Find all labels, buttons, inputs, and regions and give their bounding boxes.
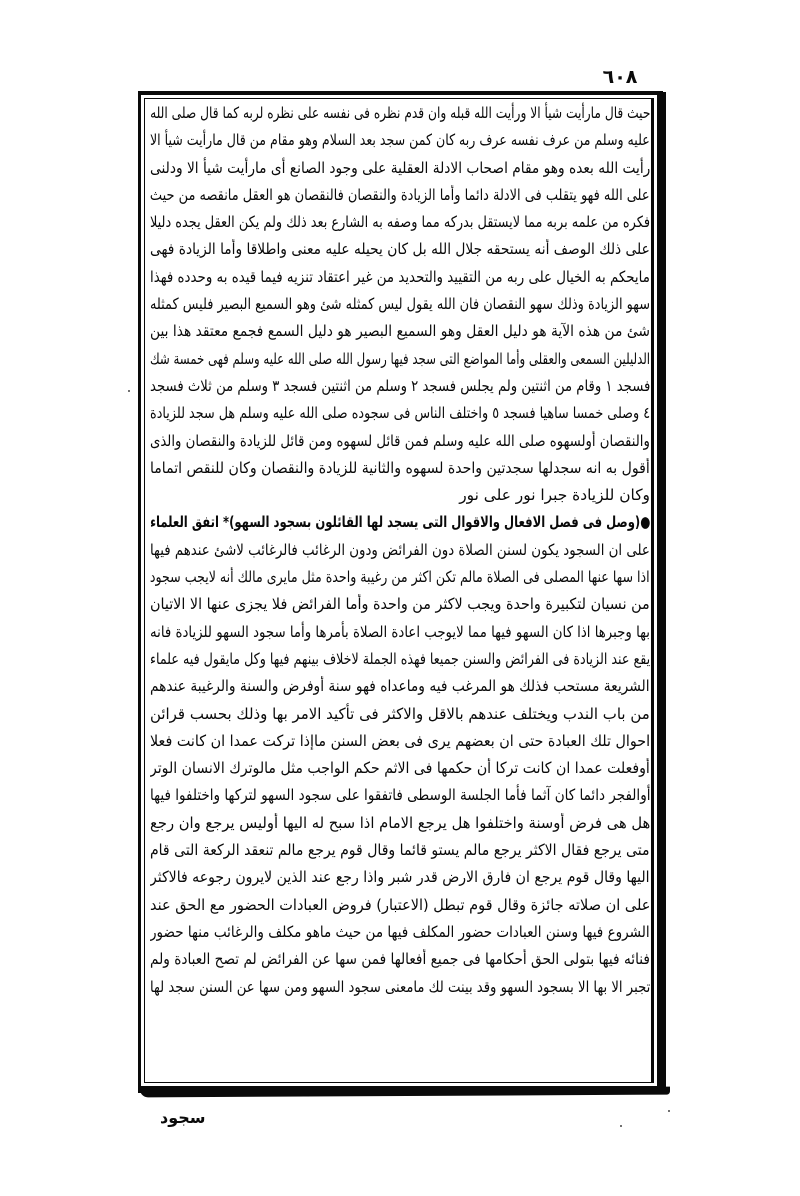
text-line: هل هى فرض أوسنة واختلفوا هل يرجع الامام اذا سبح له اليها أوليس يرجع وان رجع xyxy=(150,813,650,832)
text-line: عليه وسلم من عرف نفسه عرف ربه كان كمن سجد بعد السلام وهو مقام من قال مارأيت شيأ الا xyxy=(150,131,650,150)
text-line: والنقصان أولسهوه صلى الله عليه وسلم فمن قائل لسهوه ومن قائل للزيادة والنقصان والذى xyxy=(150,431,650,450)
text-line: من باب الندب ويختلف عندهم بالاقل والاكثر فى تأكيد الامر بها وذلك بحسب قرائن xyxy=(150,704,650,723)
text-line: فسجد ١ وقام من اثنتين ولم يجلس فسجد ٢ وسلم من اثنتين فسجد ٣ وسلم من ثلاث فسجد xyxy=(150,376,650,395)
text-line: مايحكم به الخيال على ربه من التقييد والتحديد من غير اعتقاد تنزيه فيما قيده به وحدده فهذا xyxy=(150,267,650,286)
text-line: أوفعلت عمدا ان كانت تركا أن حكمها فى الاثم حكم الواجب مثل مالوترك الانسان الوتر xyxy=(150,759,650,778)
body-text xyxy=(150,100,650,1085)
text-line: فنائه فيها بتولى الحق أحكامها فى جميع أفعالها فمن سها عن الفرائض لم تصح العبادة ولم xyxy=(150,950,650,969)
text-line: ٤ وصلى خمسا ساهيا فسجد ٥ واختلف الناس فى سجوده صلى الله عليه وسلم هل سجد للزيادة xyxy=(150,404,650,423)
text-line: رأيت الله بعده وهو مقام اصحاب الادلة العقلية على وجود الصانع أى مارأيت شيأ الا ودلنى xyxy=(150,158,650,177)
text-line: حيث قال مارأيت شيأ الا ورأيت الله قبله وان قدم نظره فى نفسه على نظره لربه كما قال صلى الله xyxy=(150,104,650,122)
text-line: الشريعة مستحب فذلك هو المرغب فيه وماعداه فهو سنة أوفرض والسنة والرغيبة عندهم xyxy=(150,677,650,696)
text-line: اذا سها عنها المصلى فى الصلاة مالم تكن اكثر من رغيبة واحدة مثل مايرى مالك أنه لايجب سجود xyxy=(150,568,650,587)
text-line: وكان للزيادة جبرا نور على نور xyxy=(459,486,650,505)
text-line: فكره من علمه بربه مما لايستقل بدركه مما وصفه به الشارع بعد ذلك ولم يكن العقل يجده دليلا xyxy=(150,213,650,232)
text-line: يقع عند الزيادة فى الفرائض والسنن جميعا فهذه الجملة لاخلاف بينهم فيها وكل مايقول فيه علماء xyxy=(150,649,650,668)
scan-speck xyxy=(620,1125,622,1127)
text-line: متى يرجع فقال الاكثر يرجع مالم يستو قائما وقال قوم يرجع مالم تنعقد الركعة التى قام xyxy=(150,841,650,860)
text-line: أقول به انه سجدلها سجدتين واحدة لسهوه والثانية للزيادة والنقصان وكان للنقص اتماما xyxy=(150,458,650,477)
scan-speck xyxy=(668,1110,670,1112)
text-line: بها وجبرها اذا كان السهو فيها مما لايوجب اعادة الصلاة بأمرها وأما سجود السهو للزيادة فانه xyxy=(150,622,650,641)
text-line: اليها وقال قوم يرجع ان فارق الارض قدر شبر واذا رجع عند الذين لايرون رجوعه فالاكثر xyxy=(150,868,650,887)
text-line: الشروع فيها وسنن العبادات حضور المكلف فيها من حيث ماهو مكلف والرغائب منها حضور xyxy=(150,922,650,941)
text-line: شئ من هذه الآية هو دليل العقل وهو السميع البصير هو دليل السمع فجمع معتقد هذا بين xyxy=(150,322,650,341)
text-line: على ذلك الوصف أنه يستحقه جلال الله بل كان يحيله عليه معنى واطلاقا وأما الزيادة فهى xyxy=(150,240,650,259)
text-line: تجبر الا بها الا بسجود السهو وقد بينت لك مامعنى سجود السهو ومن سها عن السنن سجد لها xyxy=(150,977,650,996)
scan-speck xyxy=(128,390,130,392)
catchword: سجود xyxy=(160,1108,206,1127)
text-line: سهو الزيادة وذلك سهو النقصان فان الله يقول ليس كمثله شئ وهو السميع البصير فليس كمثله xyxy=(150,295,650,314)
text-line: احوال تلك العبادة حتى ان بعضهم يرى فى بعض السنن ماإذا تركت عمدا ان كانت فعلا xyxy=(150,731,650,750)
text-line: الدليلين السمعى والعقلى وأما المواضع التى سجد فيها رسول الله صلى الله عليه وسلم فهى خمسة شك xyxy=(150,349,650,368)
text-line: على ان السجود يكون لسنن الصلاة دون الفرائض ودون الرغائب فالرغائب لاشئ عندهم فيها xyxy=(150,540,650,559)
text-frame-bottom-shadow xyxy=(140,1087,670,1098)
section-heading-line: ●(وصل فى فصل الافعال والاقوال التى يسجد لها القائلون بسجود السهو)* اتفق العلماء xyxy=(150,513,650,532)
text-line: على ان صلاته جائزة وقال قوم تبطل (الاعتبار) فروض العبادات الحضور مع الحق عند xyxy=(150,895,650,914)
text-line: من نسيان لتكبيرة واحدة ويجب لاكثر من واحدة وأما الفرائض فلا يجزى عنها الا الاتيان xyxy=(150,595,650,614)
text-line: أوالفجر دائما كان آثما فأما الجلسة الوسطى فاتفقوا على سجود السهو لتركها واختلفوا فيها xyxy=(150,786,650,805)
page-number: ٦٠٨ xyxy=(602,66,638,88)
text-line: على الله فهو يتقلب فى الادلة دائما وأما الزيادة والنقصان فالنقصان هو العقل مانقصه من حيث xyxy=(150,185,650,204)
